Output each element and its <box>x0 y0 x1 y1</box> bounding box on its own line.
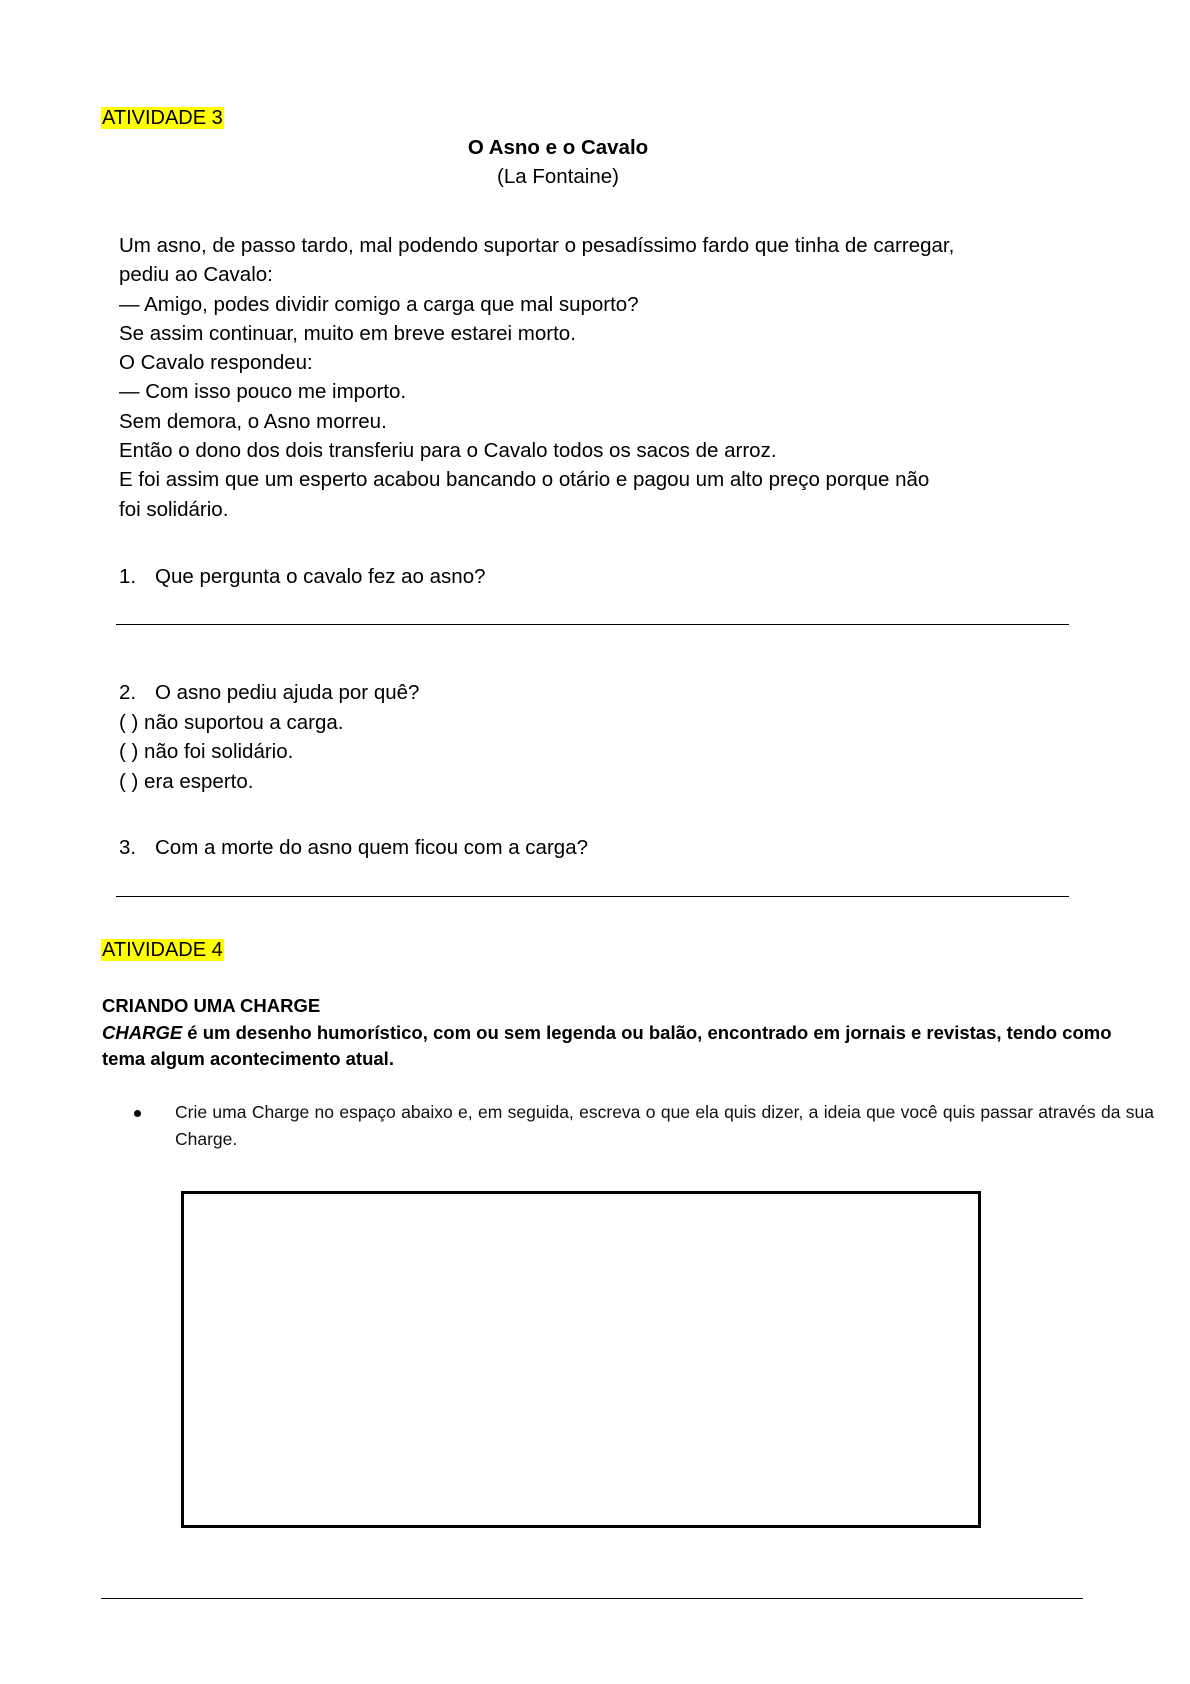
question-text: Com a morte do asno quem ficou com a carga? <box>155 836 588 859</box>
story-title: O Asno e o Cavalo <box>467 136 649 159</box>
definition-term: CHARGE <box>102 1022 183 1043</box>
question-text: Que pergunta o cavalo fez ao asno? <box>155 565 486 588</box>
instruction-item <box>134 1099 1154 1153</box>
story-line: foi solidário. <box>119 497 229 521</box>
answer-line-3[interactable] <box>116 896 1069 897</box>
option-2[interactable]: ( ) não foi solidário. <box>119 740 294 763</box>
instruction-text: Crie uma Charge no espaço abaixo e, em seguida, escreva o que ela quis dizer, a ideia que você quis passar através da sua Charge. <box>175 1102 1154 1149</box>
option-3[interactable]: ( ) era esperto. <box>119 769 254 793</box>
activity-3-label: ATIVIDADE 3 <box>102 107 223 129</box>
question-2 <box>119 678 419 796</box>
story-line: — Com isso pouco me importo. <box>119 380 407 404</box>
story-line: O Cavalo respondeu: <box>119 351 313 375</box>
story-line: pediu ao Cavalo: <box>119 263 273 287</box>
story-line: Um asno, de passo tardo, mal podendo suportar o pesadíssimo fardo que tinha de carregar, <box>119 234 955 257</box>
story-author: (La Fontaine) <box>497 165 619 188</box>
charge-definition <box>102 1020 1152 1072</box>
question-number: 2. <box>119 681 137 704</box>
question-number: 1. <box>119 565 137 588</box>
definition-text-2: tema algum acontecimento atual. <box>102 1048 394 1069</box>
definition-text: é um desenho humorístico, com ou sem legenda ou balão, encontrado em jornais e revistas, tendo como <box>182 1022 1112 1043</box>
answer-line-4[interactable] <box>101 1598 1083 1599</box>
story-line: Se assim continuar, muito em breve estarei morto. <box>119 321 576 345</box>
option-1[interactable]: ( ) não suportou a carga. <box>119 710 344 734</box>
question-number: 3. <box>119 836 137 859</box>
section-heading: CRIANDO UMA CHARGE <box>102 995 321 1016</box>
question-text: O asno pediu ajuda por quê? <box>155 681 420 704</box>
activity-4-label: ATIVIDADE 4 <box>102 939 223 961</box>
question-3 <box>119 833 588 863</box>
story-line: Sem demora, o Asno morreu. <box>119 409 387 433</box>
question-1 <box>119 562 486 592</box>
story-line: E foi assim que um esperto acabou bancando o otário e pagou um alto preço porque não <box>119 468 930 492</box>
story-line: Então o dono dos dois transferiu para o Cavalo todos os sacos de arroz. <box>119 439 777 463</box>
answer-line-1[interactable] <box>116 624 1069 625</box>
bullet-icon <box>134 1110 141 1117</box>
story-line: — Amigo, podes dividir comigo a carga que mal suporto? <box>119 292 639 316</box>
drawing-box[interactable] <box>181 1191 981 1528</box>
story-text <box>119 231 1059 524</box>
